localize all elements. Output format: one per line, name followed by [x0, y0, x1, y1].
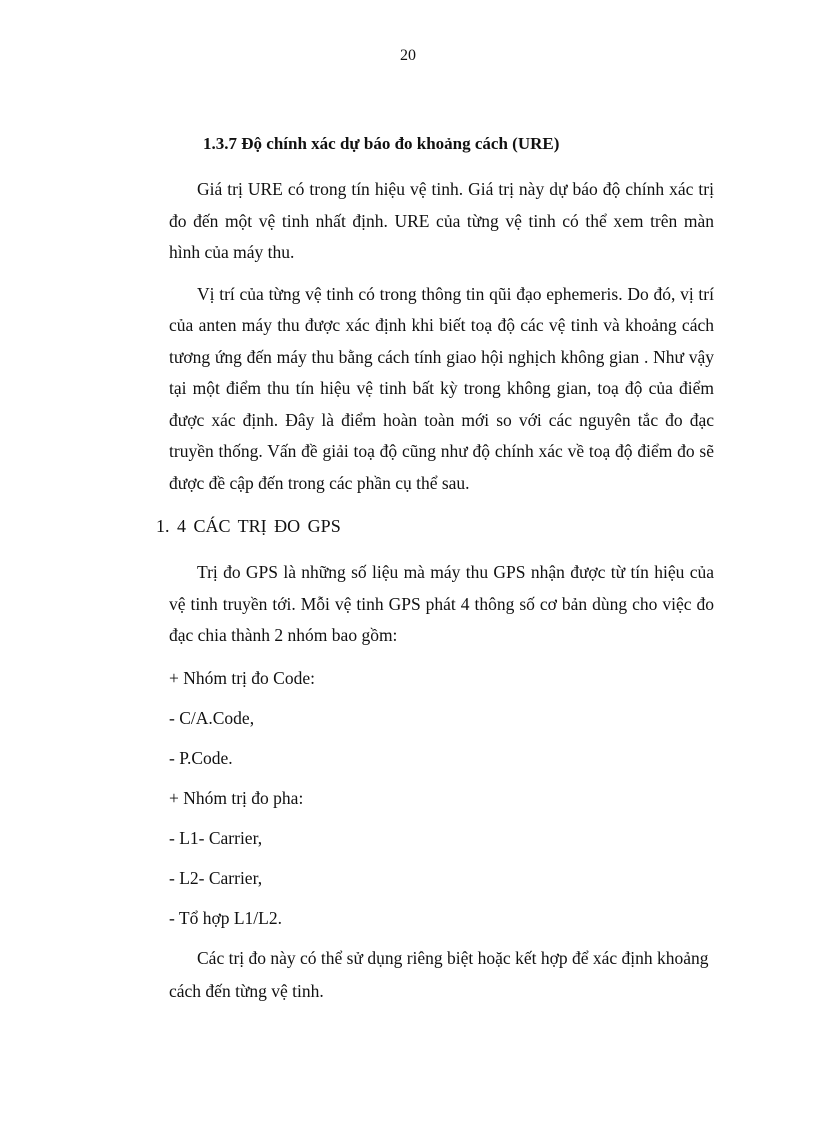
list-item: + Nhóm trị đo Code:	[169, 667, 315, 688]
paragraph-position: Vị trí của từng vệ tinh có trong thông tin qũi đạo ephemeris. Do đó, vị trí của anten máy thu được xác định khi biết toạ độ các vệ tinh và khoảng cách tương ứng đến máy thu bằng cách tính giao hội nghịch không gian . Như vậy tại một điểm thu tín hiệu vệ tinh bất kỳ trong không gian, toạ độ của điểm được xác định. Đây là điểm hoàn toàn mới so với các nguyên tắc đo đạc truyền thống. Vấn đề giải toạ độ cũng như độ chính xác về toạ độ điểm đo sẽ được đề cập đến trong các phần cụ thể sau.	[169, 283, 714, 493]
paragraph-conclusion: Các trị đo này có thể sử dụng riêng biệt hoặc kết hợp để xác định khoảng cách đến từng vệ tinh.	[169, 947, 709, 1001]
paragraph-gps-intro: Trị đo GPS là những số liệu mà máy thu GPS nhận được từ tín hiệu của vệ tinh truyền tới. Mỗi vệ tinh GPS phát 4 thông số cơ bản dùng cho việc đo đạc chia thành 2 nhóm bao gồm:	[169, 562, 714, 645]
list-item: - L2- Carrier,	[169, 867, 263, 888]
document-body	[156, 130, 714, 1018]
page-number: 20	[400, 47, 416, 64]
list-item: - P.Code.	[169, 747, 233, 768]
list-item: - Tổ hợp L1/L2.	[169, 907, 282, 928]
paragraph-ure: Giá trị URE có trong tín hiệu vệ tinh. Giá trị này dự báo độ chính xác trị đo đến một vệ tinh nhất định. URE của từng vệ tinh có thể xem trên màn hình của máy thu.	[169, 179, 714, 262]
section-heading-1-3-7: 1.3.7 Độ chính xác dự báo đo khoảng cách (URE)	[203, 134, 560, 153]
list-item: + Nhóm trị đo pha:	[169, 787, 304, 808]
list-item: - C/A.Code,	[169, 707, 255, 728]
section-heading-1-4: 1. 4 CÁC TRỊ ĐO GPS	[156, 516, 341, 536]
list-item: - L1- Carrier,	[169, 827, 263, 848]
